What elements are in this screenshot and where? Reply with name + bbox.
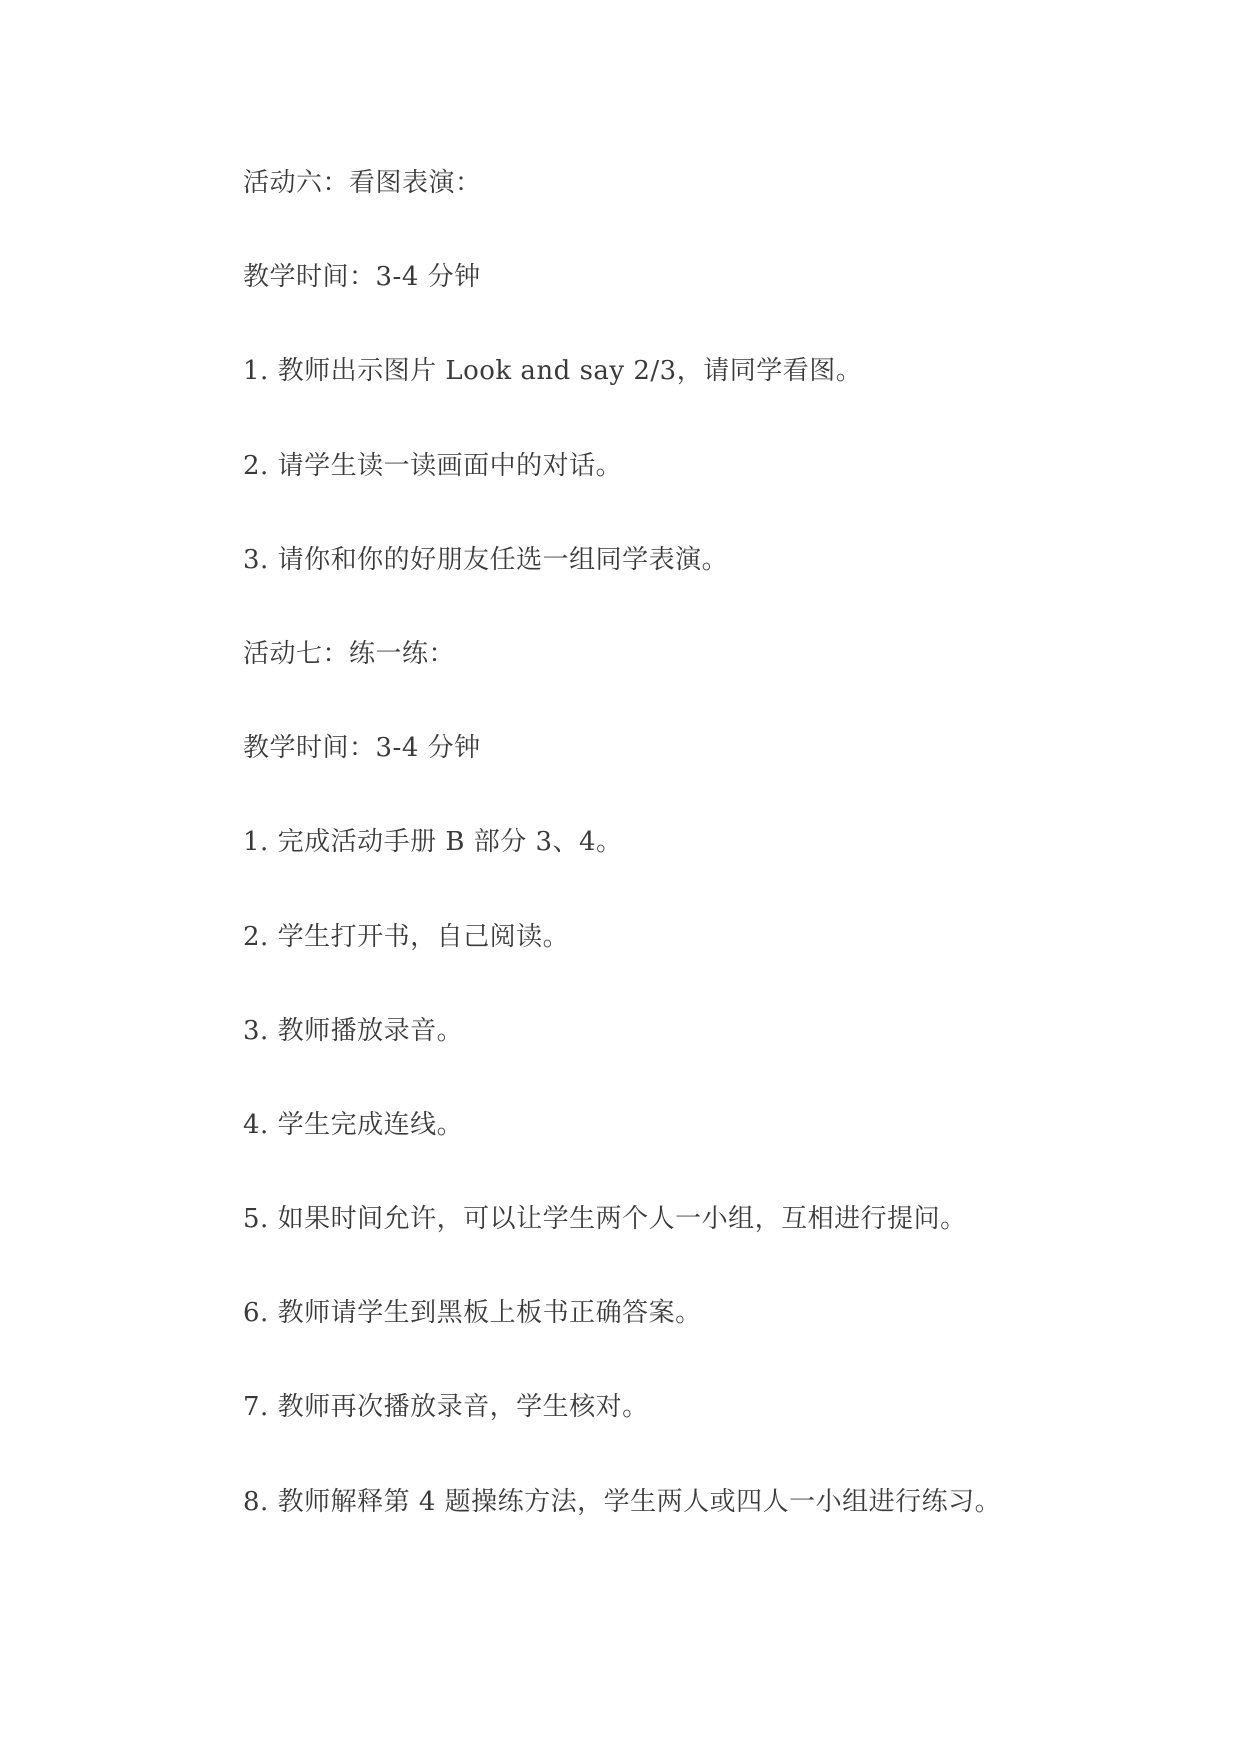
activity-7-step-1: 1. 完成活动手册 B 部分 3、4。 <box>243 827 623 858</box>
activity-6-time: 教学时间：3-4 分钟 <box>243 262 481 293</box>
activity-7-step-3: 3. 教师播放录音。 <box>243 1015 464 1046</box>
activity-7-heading: 活动七：练一练： <box>243 638 456 669</box>
activity-7-step-4: 4. 学生完成连线。 <box>243 1109 464 1140</box>
activity-6-step-3: 3. 请你和你的好朋友任选一组同学表演。 <box>243 544 729 575</box>
activity-6-step-2: 2. 请学生读一读画面中的对话。 <box>243 450 623 481</box>
activity-7-step-8: 8. 教师解释第 4 题操练方法，学生两人或四人一小组进行练习。 <box>243 1486 1002 1517</box>
activity-7-step-2: 2. 学生打开书，自己阅读。 <box>243 921 570 952</box>
activity-7-step-5: 5. 如果时间允许，可以让学生两个人一小组，互相进行提问。 <box>243 1204 967 1235</box>
activity-7-step-7: 7. 教师再次播放录音，学生核对。 <box>243 1392 649 1423</box>
activity-7-time: 教学时间：3-4 分钟 <box>243 733 481 764</box>
activity-7-step-6: 6. 教师请学生到黑板上板书正确答案。 <box>243 1298 702 1329</box>
activity-6-step-1: 1. 教师出示图片 Look and say 2/3，请同学看图。 <box>243 356 863 387</box>
activity-6-heading: 活动六：看图表演： <box>243 168 482 198</box>
document-body <box>243 158 1143 1571</box>
